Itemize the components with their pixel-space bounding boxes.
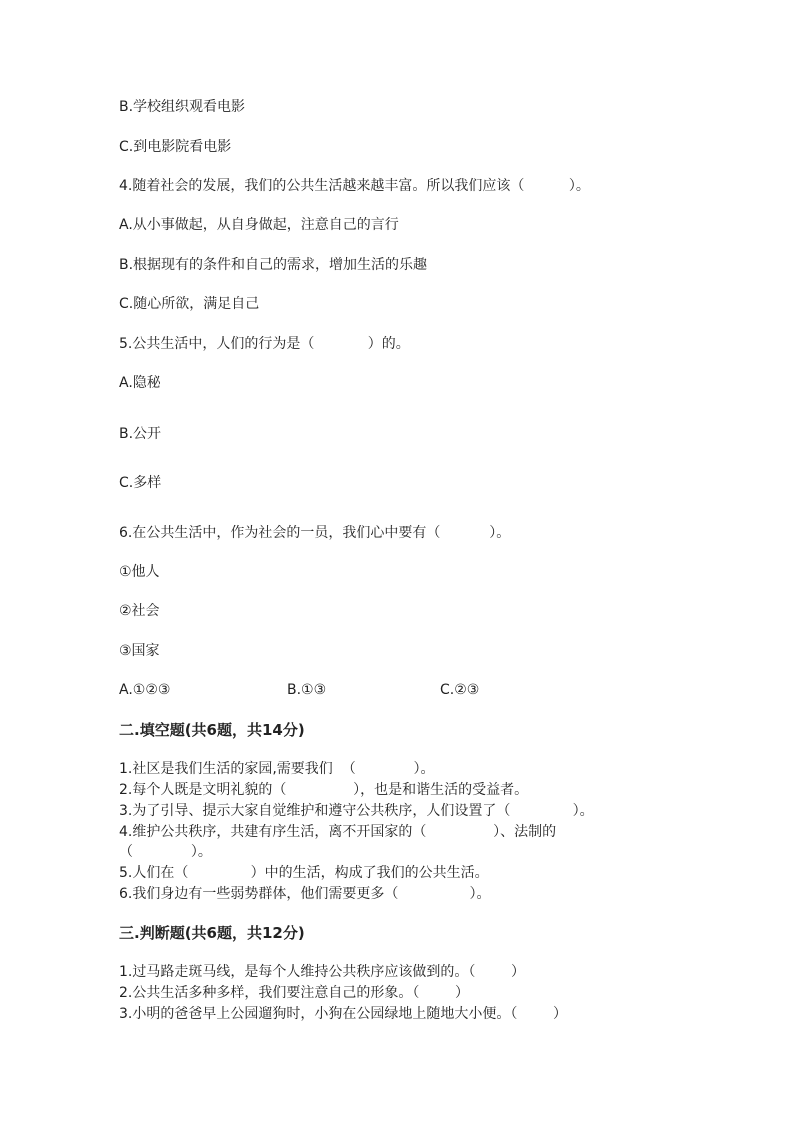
q5-option-a: A.隐秘: [119, 375, 161, 391]
q4-option-c: C.随心所欲，满足自己: [119, 296, 260, 312]
fill-q3: 3.为了引导、提示大家自觉维护和遵守公共秩序，人们设置了（ ）。: [119, 803, 594, 819]
section-judge-heading: 三.判断题(共6题，共12分): [119, 924, 305, 942]
fill-q2: 2.每个人既是文明礼貌的（ ），也是和谐生活的受益者。: [119, 782, 529, 798]
fill-q1: 1.社区是我们生活的家园,需要我们 （ ）。: [119, 761, 435, 777]
q3-option-c: C.到电影院看电影: [119, 139, 232, 155]
judge-q2: 2.公共生活多种多样，我们要注意自己的形象。（ ）: [119, 985, 469, 1001]
q6-option-c: C.②③: [440, 682, 480, 698]
q4-stem: 4.随着社会的发展，我们的公共生活越来越丰富。所以我们应该（ ）。: [119, 178, 590, 194]
q6-item-3: ③国家: [119, 643, 160, 659]
q6-option-a: A.①②③: [119, 682, 171, 698]
q3-option-b: B.学校组织观看电影: [119, 99, 246, 115]
fill-q6: 6.我们身边有一些弱势群体，他们需要更多（ ）。: [119, 886, 491, 902]
fill-q4-line1: 4.维护公共秩序，共建有序生活，离不开国家的（ ）、法制的: [119, 824, 557, 840]
q6-option-b: B.①③: [287, 682, 327, 698]
q4-option-b: B.根据现有的条件和自己的需求，增加生活的乐趣: [119, 257, 428, 273]
q4-option-a: A.从小事做起，从自身做起，注意自己的言行: [119, 217, 399, 233]
q6-item-2: ②社会: [119, 603, 160, 619]
fill-q4-line2: （ ）。: [119, 844, 212, 860]
section-fill-in-heading: 二.填空题(共6题，共14分): [119, 721, 305, 739]
q5-option-b: B.公开: [119, 426, 162, 442]
fill-q5: 5.人们在（ ）中的生活，构成了我们的公共生活。: [119, 865, 489, 881]
q5-stem: 5.公共生活中，人们的行为是（ ）的。: [119, 336, 410, 352]
judge-q3: 3.小明的爸爸早上公园遛狗时，小狗在公园绿地上随地大小便。（ ）: [119, 1006, 567, 1022]
q6-item-1: ①他人: [119, 564, 160, 580]
q5-option-c: C.多样: [119, 475, 162, 491]
judge-q1: 1.过马路走斑马线，是每个人维持公共秩序应该做到的。（ ）: [119, 964, 525, 980]
q6-stem: 6.在公共生活中，作为社会的一员，我们心中要有（ ）。: [119, 525, 511, 541]
